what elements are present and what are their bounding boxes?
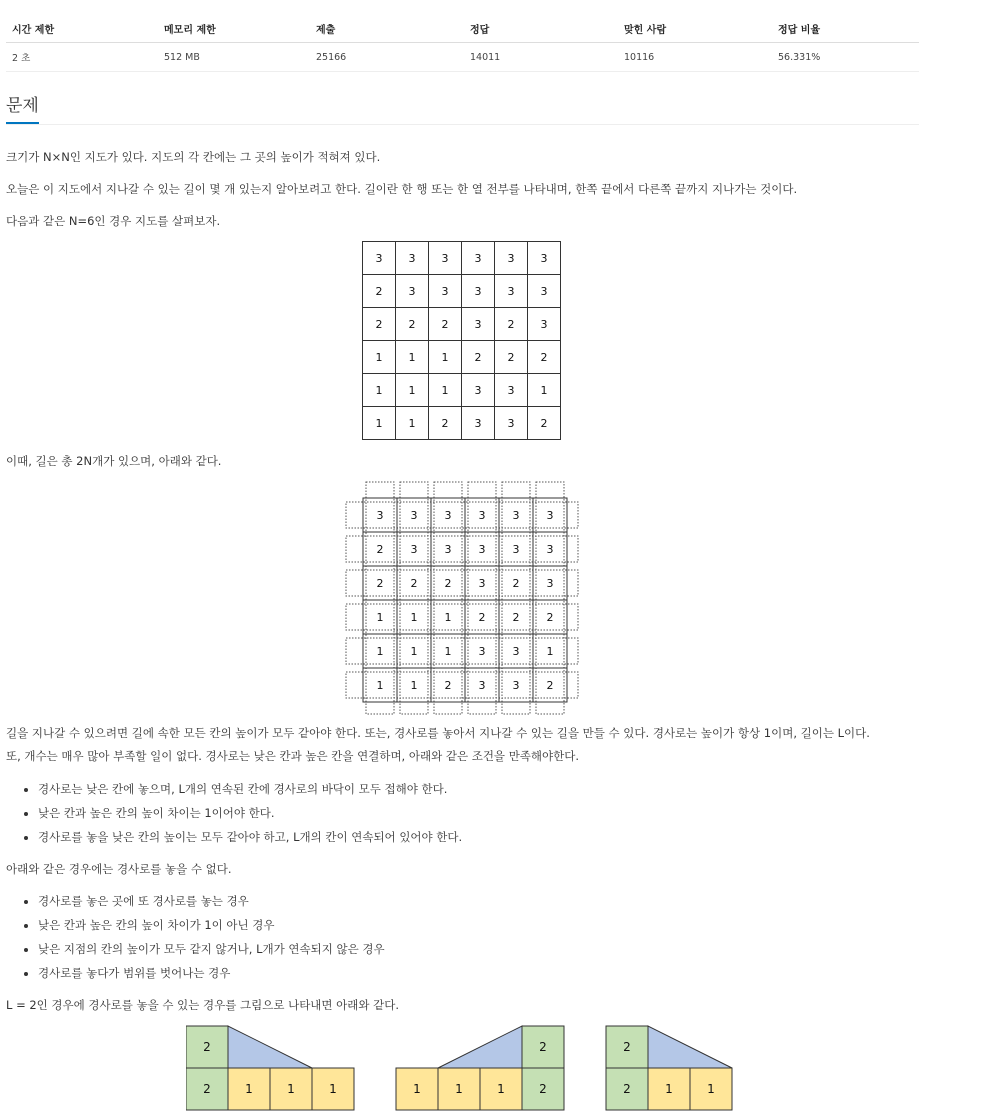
road-grid-value: 3 <box>512 509 520 522</box>
ramp-cell-value: 2 <box>203 1082 211 1096</box>
road-grid-value: 1 <box>546 645 554 658</box>
list-item: • 경사로를 놓을 낮은 칸의 높이는 모두 같아야 하고, L개의 칸이 연속되어 있어야 한다. <box>38 829 462 853</box>
section-title-problem: 문제 <box>6 96 39 124</box>
road-grid-value: 3 <box>512 679 520 692</box>
map-cell: 1 <box>429 341 462 374</box>
section-divider <box>6 124 919 125</box>
stats-header-submissions: 제출 <box>310 14 464 43</box>
road-grid-value: 1 <box>410 645 418 658</box>
paragraph-ramp-rule-1: 길을 지나갈 수 있으려면 길에 속한 모든 칸의 높이가 모두 같아야 한다. 또는, 경사로를 놓아서 지나갈 수 있는 길을 만들 수 있다. 경사로는 높이가 항상 1이며, 길이는 L이다. <box>6 726 870 740</box>
map-cell: 2 <box>495 341 528 374</box>
stats-header-accepted: 정답 <box>464 14 618 43</box>
height-map-grid <box>362 241 561 440</box>
map-cell: 2 <box>528 341 561 374</box>
map-row <box>363 275 561 308</box>
road-grid-value: 3 <box>546 543 554 556</box>
ramp-cell-value: 1 <box>707 1082 715 1096</box>
map-row <box>363 341 561 374</box>
map-row <box>363 407 561 440</box>
map-cell: 2 <box>363 308 396 341</box>
stats-header-memory-limit: 메모리 제한 <box>158 14 310 43</box>
ramp-shape <box>438 1026 522 1068</box>
map-cell: 3 <box>528 242 561 275</box>
map-cell: 3 <box>396 275 429 308</box>
road-grid-value: 3 <box>512 645 520 658</box>
paragraph-invalid-intro: 아래와 같은 경우에는 경사로를 놓을 수 없다. <box>6 862 232 876</box>
road-grid-value: 1 <box>444 611 452 624</box>
list-item: • 낮은 칸과 높은 칸의 높이 차이는 1이어야 한다. <box>38 805 462 829</box>
road-grid-value: 1 <box>444 645 452 658</box>
map-cell: 2 <box>396 308 429 341</box>
ramp-shape <box>228 1026 312 1068</box>
ramp-cell-value: 1 <box>665 1082 673 1096</box>
map-cell: 2 <box>429 407 462 440</box>
map-row <box>363 374 561 407</box>
road-grid-value: 1 <box>410 611 418 624</box>
map-cell: 3 <box>462 242 495 275</box>
road-grid-value: 3 <box>478 679 486 692</box>
paragraph-map-intro: 크기가 N×N인 지도가 있다. 지도의 각 칸에는 그 곳의 높이가 적혀져 있다. <box>6 150 381 164</box>
road-grid-value: 3 <box>444 509 452 522</box>
map-cell: 1 <box>396 341 429 374</box>
ramp-cell-value: 1 <box>245 1082 253 1096</box>
map-cell: 3 <box>462 308 495 341</box>
stats-submissions: 25166 <box>310 43 464 72</box>
ramp-cell-value: 2 <box>623 1040 631 1054</box>
stats-accepted: 14011 <box>464 43 618 72</box>
map-cell: 1 <box>363 341 396 374</box>
paragraph-ramp-rule-2: 또, 개수는 매우 많아 부족할 일이 없다. 경사로는 낮은 칸과 높은 칸을 연결하며, 아래와 같은 조건을 만족해야한다. <box>6 749 580 763</box>
list-item: • 경사로는 낮은 칸에 놓으며, L개의 연속된 칸에 경사로의 바닥이 모두 접해야 한다. <box>38 781 462 805</box>
map-cell: 3 <box>528 275 561 308</box>
stats-header-solvers: 맞힌 사람 <box>618 14 772 43</box>
map-cell: 1 <box>396 374 429 407</box>
road-grid-value: 2 <box>478 611 486 624</box>
map-cell: 3 <box>429 275 462 308</box>
road-grid-value: 3 <box>410 509 418 522</box>
road-grid-value: 2 <box>546 679 554 692</box>
stats-header-row <box>6 14 919 43</box>
map-cell: 3 <box>363 242 396 275</box>
stats-time-limit: 2 초 <box>6 43 158 72</box>
invalid-cases-list <box>22 893 385 989</box>
ramp-cell-value: 2 <box>539 1040 547 1054</box>
road-grid-value: 3 <box>376 509 384 522</box>
road-grid-value: 2 <box>512 577 520 590</box>
stats-memory-limit: 512 MB <box>158 43 310 72</box>
ramp-shape <box>648 1026 732 1068</box>
map-cell: 3 <box>495 407 528 440</box>
road-grid-value: 1 <box>376 645 384 658</box>
stats-header-ratio: 정답 비율 <box>772 14 919 43</box>
road-grid-value: 2 <box>376 577 384 590</box>
road-grid-value: 3 <box>512 543 520 556</box>
road-grid-value: 3 <box>478 509 486 522</box>
road-grid-value: 2 <box>444 577 452 590</box>
road-grid-value: 3 <box>546 509 554 522</box>
map-cell: 1 <box>396 407 429 440</box>
ramp-cell-value: 1 <box>497 1082 505 1096</box>
road-grid-value: 3 <box>478 577 486 590</box>
map-cell: 2 <box>528 407 561 440</box>
road-grid-value: 2 <box>376 543 384 556</box>
list-item: • 경사로를 놓은 곳에 또 경사로를 놓는 경우 <box>38 893 385 917</box>
road-grid-value: 1 <box>410 679 418 692</box>
roads-diagram <box>340 478 585 718</box>
map-cell: 2 <box>462 341 495 374</box>
map-cell: 3 <box>528 308 561 341</box>
map-cell: 3 <box>495 275 528 308</box>
road-grid-value: 3 <box>444 543 452 556</box>
stats-value-row <box>6 43 919 72</box>
road-grid-value: 2 <box>410 577 418 590</box>
map-cell: 3 <box>429 242 462 275</box>
road-grid-value: 3 <box>410 543 418 556</box>
map-cell: 1 <box>363 374 396 407</box>
map-cell: 2 <box>363 275 396 308</box>
map-cell: 3 <box>462 407 495 440</box>
map-cell: 1 <box>528 374 561 407</box>
ramp-cell-value: 1 <box>413 1082 421 1096</box>
map-cell: 2 <box>495 308 528 341</box>
stats-solvers: 10116 <box>618 43 772 72</box>
ramp-cell-value: 1 <box>329 1082 337 1096</box>
road-grid-value: 3 <box>478 543 486 556</box>
map-cell: 1 <box>429 374 462 407</box>
road-grid-value: 3 <box>546 577 554 590</box>
problem-stats-table <box>6 14 919 72</box>
list-item: • 경사로를 놓다가 범위를 벗어나는 경우 <box>38 965 385 989</box>
map-cell: 2 <box>429 308 462 341</box>
list-item: • 낮은 칸과 높은 칸의 높이 차이가 1이 아닌 경우 <box>38 917 385 941</box>
map-cell: 3 <box>396 242 429 275</box>
paragraph-ramp-examples-intro: L = 2인 경우에 경사로를 놓을 수 있는 경우를 그림으로 나타내면 아래와 같다. <box>6 998 400 1012</box>
map-row <box>363 308 561 341</box>
map-cell: 3 <box>462 374 495 407</box>
list-item: • 낮은 지점의 칸의 높이가 모두 같지 않거나, L개가 연속되지 않은 경우 <box>38 941 385 965</box>
road-grid-value: 1 <box>376 611 384 624</box>
ramp-conditions-list <box>22 781 462 853</box>
road-grid-value: 2 <box>444 679 452 692</box>
map-cell: 3 <box>495 374 528 407</box>
ramp-examples-diagram <box>186 1024 738 1112</box>
paragraph-example-intro: 다음과 같은 N=6인 경우 지도를 살펴보자. <box>6 214 221 228</box>
ramp-cell-value: 1 <box>455 1082 463 1096</box>
stats-header-time-limit: 시간 제한 <box>6 14 158 43</box>
stats-ratio: 56.331% <box>772 43 919 72</box>
paragraph-road-definition: 오늘은 이 지도에서 지나갈 수 있는 길이 몇 개 있는지 알아보려고 한다. 길이란 한 행 또는 한 열 전부를 나타내며, 한쪽 끝에서 다른쪽 끝까지 지나가는 것이다. <box>6 182 798 196</box>
map-cell: 1 <box>363 407 396 440</box>
road-grid-value: 2 <box>512 611 520 624</box>
road-grid-value: 2 <box>546 611 554 624</box>
map-cell: 3 <box>462 275 495 308</box>
ramp-cell-value: 2 <box>539 1082 547 1096</box>
paragraph-roads-count: 이때, 길은 총 2N개가 있으며, 아래와 같다. <box>6 454 222 468</box>
road-grid-value: 3 <box>478 645 486 658</box>
map-cell: 3 <box>495 242 528 275</box>
map-row <box>363 242 561 275</box>
ramp-cell-value: 1 <box>287 1082 295 1096</box>
ramp-cell-value: 2 <box>203 1040 211 1054</box>
ramp-cell-value: 2 <box>623 1082 631 1096</box>
road-grid-value: 1 <box>376 679 384 692</box>
